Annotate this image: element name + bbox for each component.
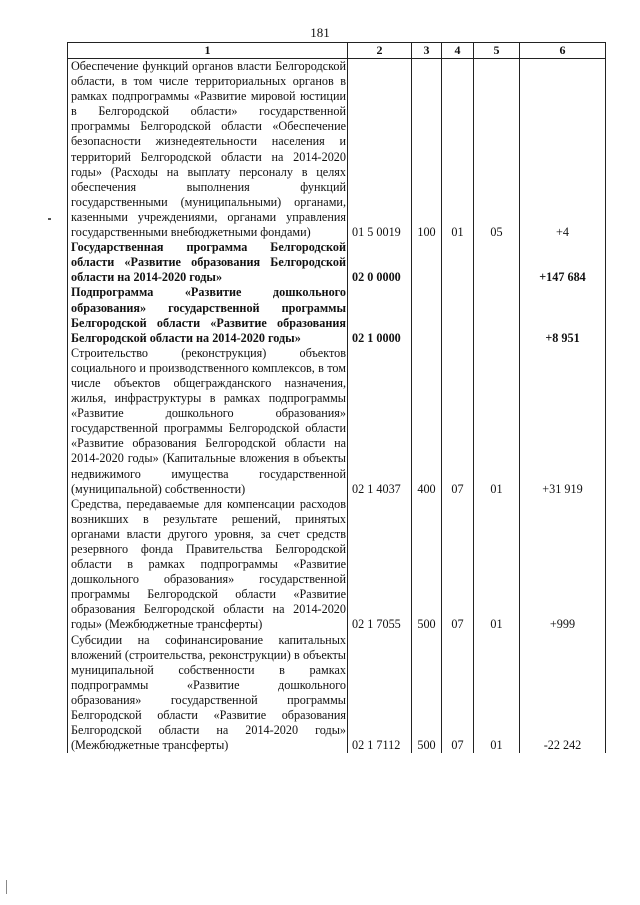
table-row bbox=[68, 285, 606, 345]
row-code: 01 5 0019 bbox=[348, 59, 412, 241]
row-expense-type bbox=[412, 240, 442, 285]
row-amount: +147 684 bbox=[520, 240, 606, 285]
column-header-2: 2 bbox=[348, 43, 412, 59]
row-section bbox=[442, 285, 474, 345]
row-amount: +8 951 bbox=[520, 285, 606, 345]
row-section: 07 bbox=[442, 497, 474, 633]
row-code: 02 1 0000 bbox=[348, 285, 412, 345]
row-expense-type: 100 bbox=[412, 59, 442, 241]
row-description: Строительство (реконструкция) объектов социального и производственного комплексов, в том числе объектов общегражданского назначения, жилья, инфраструктуры в рамках подпрограммы «Развитие дошкольного образования» государственной программы Белгородской области «Развитие образования Белгородской области на 2014-2020 годы» (Капитальные вложения в объекты недвижимого имущества государственной (муниципальной) собственности) bbox=[68, 346, 348, 497]
row-section bbox=[442, 240, 474, 285]
row-subsection bbox=[474, 240, 520, 285]
table-row bbox=[68, 59, 606, 241]
row-section: 01 bbox=[442, 59, 474, 241]
column-header-5: 5 bbox=[474, 43, 520, 59]
page-number: 181 bbox=[310, 25, 330, 40]
row-subsection: 05 bbox=[474, 59, 520, 241]
row-amount: -22 242 bbox=[520, 633, 606, 754]
row-description: Подпрограмма «Развитие дошкольного образования» государственной программы Белгородской области «Развитие образования Белгородской области на 2014-2020 годы» bbox=[68, 285, 348, 345]
row-subsection: 01 bbox=[474, 497, 520, 633]
table-row bbox=[68, 240, 606, 285]
row-subsection: 01 bbox=[474, 633, 520, 754]
row-section: 07 bbox=[442, 346, 474, 497]
column-header-3: 3 bbox=[412, 43, 442, 59]
column-header-1: 1 bbox=[68, 43, 348, 59]
row-expense-type: 500 bbox=[412, 633, 442, 754]
table-row bbox=[68, 633, 606, 754]
scan-edge-mark bbox=[6, 880, 7, 894]
row-expense-type: 500 bbox=[412, 497, 442, 633]
row-code: 02 1 4037 bbox=[348, 346, 412, 497]
row-description: Субсидии на софинансирование капитальных вложений (строительства, реконструкции) в объекты муниципальной собственности в рамках подпрограммы «Развитие дошкольного образования» государственной программы Белгородской области «Развитие образования Белгородской области на 2014-2020 годы» (Межбюджетные трансферты) bbox=[68, 633, 348, 754]
row-amount: +31 919 bbox=[520, 346, 606, 497]
row-expense-type bbox=[412, 285, 442, 345]
row-code: 02 0 0000 bbox=[348, 240, 412, 285]
budget-table bbox=[67, 42, 606, 753]
row-description: Средства, передаваемые для компенсации расходов возникших в результате решений, принятых органами власти другого уровня, за счет средств резервного фонда Правительства Белгородской области в рамках подпрограммы «Развитие дошкольного образования» государственной программы Белгородской области «Развитие образования Белгородской области на 2014-2020 годы» (Межбюджетные трансферты) bbox=[68, 497, 348, 633]
row-amount: +999 bbox=[520, 497, 606, 633]
table-header-row bbox=[68, 43, 606, 59]
row-subsection bbox=[474, 285, 520, 345]
row-expense-type: 400 bbox=[412, 346, 442, 497]
row-section: 07 bbox=[442, 633, 474, 754]
table-row bbox=[68, 346, 606, 497]
row-amount: +4 bbox=[520, 59, 606, 241]
row-code: 02 1 7112 bbox=[348, 633, 412, 754]
column-header-6: 6 bbox=[520, 43, 606, 59]
row-description: Государственная программа Белгородской области «Развитие образования Белгородской области на 2014-2020 годы» bbox=[68, 240, 348, 285]
row-description: Обеспечение функций органов власти Белгородской области, в том числе территориальных органов в рамках подпрограммы «Развитие мировой юстиции в Белгородской области» государственной программы Белгородской области «Обеспечение безопасности жизнедеятельности населения и территорий Белгородской области на 2014-2020 годы» (Расходы на выплату персоналу в целях обеспечения выполнения функций государственными (муниципальными) органами, казенными учреждениями, органами управления государственными внебюджетными фондами) bbox=[68, 59, 348, 241]
scan-mark bbox=[48, 218, 51, 220]
row-subsection: 01 bbox=[474, 346, 520, 497]
row-code: 02 1 7055 bbox=[348, 497, 412, 633]
table-row bbox=[68, 497, 606, 633]
column-header-4: 4 bbox=[442, 43, 474, 59]
